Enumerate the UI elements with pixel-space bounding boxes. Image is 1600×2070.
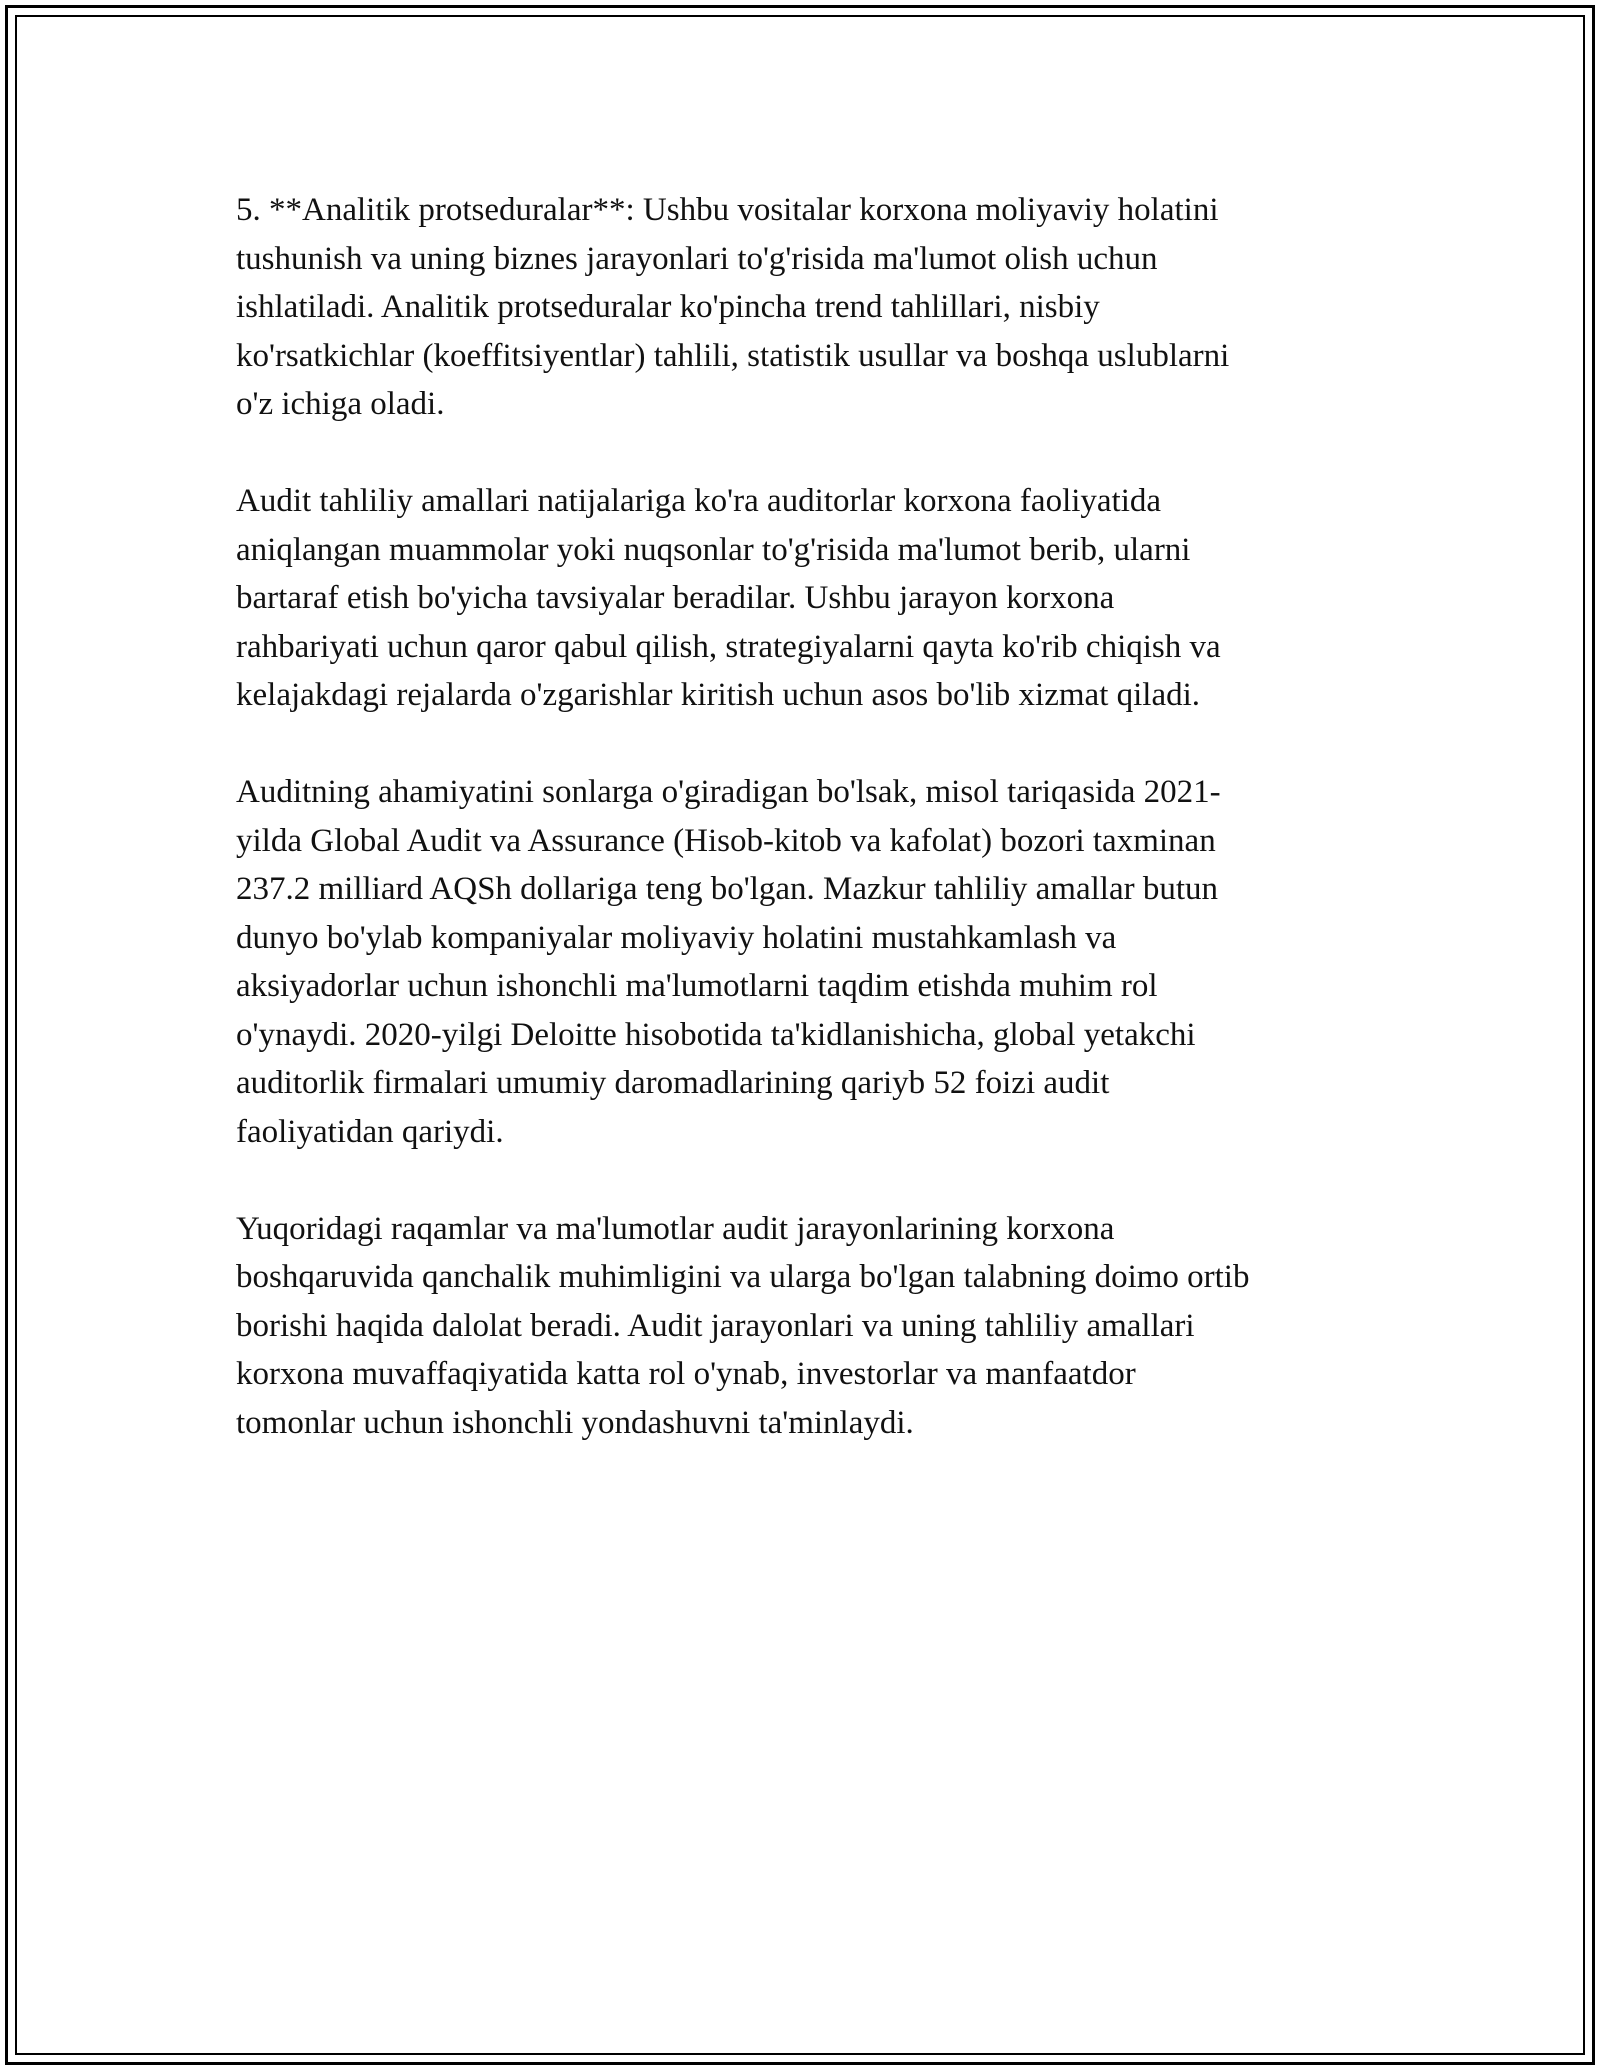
paragraph-audit-results: Audit tahliliy amallari natijalariga ko'ra auditorlar korxona faoliyatida aniqlangan muammolar yoki nuqsonlar to'g'risida ma'lumot berib, ularni bartaraf etish bo'yicha tavsiyalar beradilar. Ushbu jarayon korxona rahbariyati uchun qaror qabul qilish, strategiyalarni qayta ko'rib chiqish va kelajakdagi rejalarda o'zgarishlar kiritish uchun asos bo'lib xizmat qiladi. bbox=[236, 483, 1221, 713]
paragraph-analytic-procedures: 5. **Analitik protseduralar**: Ushbu vositalar korxona moliyaviy holatini tushunish va uning biznes jarayonlari to'g'risida ma'lumot olish uchun ishlatiladi. Analitik protseduralar ko'pincha trend tahlillari, nisbiy ko'rsatkichlar (koeffitsiyentlar) tahlili, statistik usullar va boshqa uslublarni o'z ichiga oladi. bbox=[236, 192, 1230, 422]
paragraph-conclusion: Yuqoridagi raqamlar va ma'lumotlar audit jarayonlarining korxona boshqaruvida qanchalik muhimligini va ularga bo'lgan talabning doimo ortib borishi haqida dalolat beradi. Audit jarayonlari va uning tahliliy amallari korxona muvaffaqiyatida katta rol o'ynab, investorlar va manfaatdor tomonlar uchun ishonchli yondashuvni ta'minlaydi. bbox=[236, 1210, 1250, 1441]
document-body bbox=[236, 186, 1366, 1496]
paragraph-audit-market-figures: Auditning ahamiyatini sonlarga o'giradigan bo'lsak, misol tariqasida 2021- yilda Global Audit va Assurance (Hisob-kitob va kafolat) bozori taxminan 237.2 milliard AQSh dollariga teng bo'lgan. Mazkur tahliliy amallar butun dunyo bo'ylab kompaniyalar moliyaviy holatini mustahkamlash va aksiyadorlar uchun ishonchli ma'lumotlarni taqdim etishda muhim rol o'ynaydi. 2020-yilgi Deloitte hisobotida ta'kidlanishicha, global yetakchi auditorlik firmalari umumiy daromadlarining qariyb 52 foizi audit faoliyatidan qariydi. bbox=[236, 774, 1221, 1150]
